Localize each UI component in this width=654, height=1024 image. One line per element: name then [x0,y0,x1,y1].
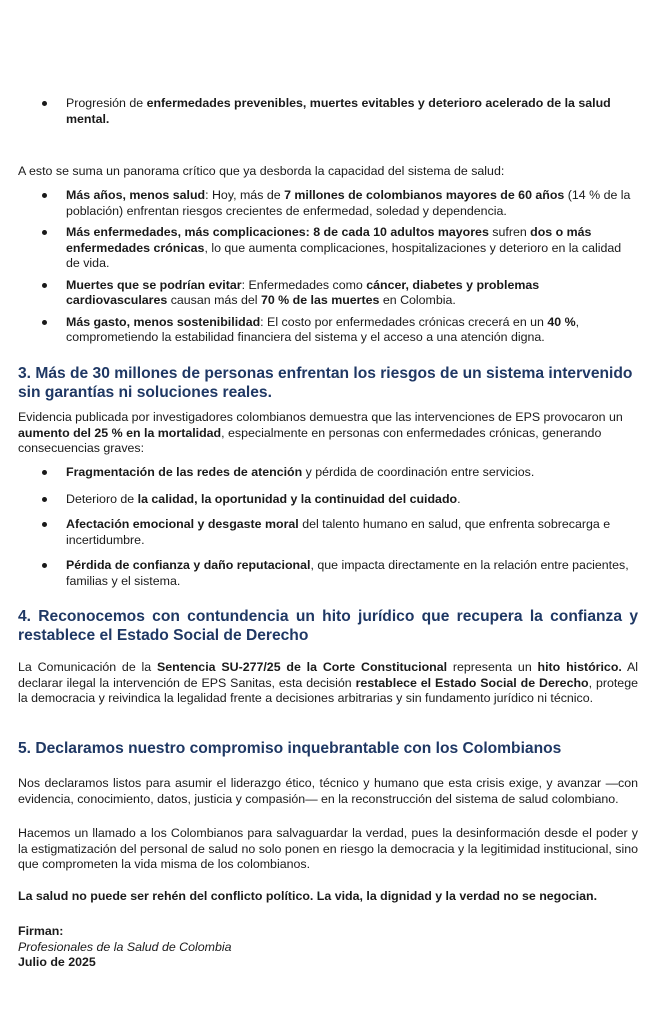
closing-statement: La salud no puede ser rehén del conflicto político. La vida, la dignidad y la verdad no se negocian. [18,889,598,903]
section-3-heading: 3. Más de 30 millones de personas enfrentan los riesgos de un sistema intervenido sin garantías ni soluciones reales. [18,365,633,401]
section-4-paragraph: La Comunicación de la Sentencia SU-277/25 de la Corte Constitucional representa un hito histórico. Al declarar ilegal la intervención de EPS Sanitas, esta decisión restablece el Estado Social de Derecho, protege la democracia y reivindica la legalidad frente a decisiones arbitrarias y sin fundamento jurídico ni técnico. [18,660,638,705]
signature-organization: Profesionales de la Salud de Colombia [18,939,232,954]
panorama-list [66,188,636,346]
list-item: Más enfermedades, más complicaciones: 8 de cada 10 adultos mayores sufren dos o más enfermedades crónicas, lo que aumenta complicaciones, hospitalizaciones y deterioro en la calidad de vida. [66,225,636,272]
section-5-paragraph-1: Nos declaramos listos para asumir el liderazgo ético, técnico y humano que esta crisis exige, y avanzar —con evidencia, conocimiento, datos, justicia y compasión— en la reconstrucción del sistema de salud colombiano. [18,776,638,806]
list-item: Más años, menos salud: Hoy, más de 7 millones de colombianos mayores de 60 años (14 % de la población) enfrentan riesgos crecientes de enfermedad, soledad y dependencia. [66,188,636,219]
list-item: Pérdida de confianza y daño reputacional, que impacta directamente en la relación entre pacientes, familias y el sistema. [66,558,636,589]
section-5-heading: 5. Declaramos nuestro compromiso inquebrantable con los Colombianos [18,740,562,757]
intro-paragraph: A esto se suma un panorama crítico que ya desborda la capacidad del sistema de salud: [18,164,505,178]
signature-date: Julio de 2025 [18,955,96,969]
list-item: Afectación emocional y desgaste moral del talento humano en salud, que enfrenta sobrecarga e incertidumbre. [66,517,636,548]
section-4-heading: 4. Reconocemos con contundencia un hito jurídico que recupera la confianza y restablece el Estado Social de Derecho [18,608,638,644]
list-item: Progresión de enfermedades prevenibles, muertes evitables y deterioro acelerado de la salud mental. [66,96,636,127]
section-5-paragraph-2: Hacemos un llamado a los Colombianos para salvaguardar la verdad, pues la desinformación desde el poder y la estigmatización del personal de salud no solo ponen en riesgo la democracia y la legitimidad institucional, sino que comprometen la vida misma de los colombianos. [18,826,638,871]
section-3-list [66,465,636,589]
list-item: Deterioro de la calidad, la oportunidad y la continuidad del cuidado. [66,492,636,508]
list-item: Fragmentación de las redes de atención y pérdida de coordinación entre servicios. [66,465,636,481]
list-item: Más gasto, menos sostenibilidad: El costo por enfermedades crónicas crecerá en un 40 %, comprometiendo la estabilidad financiera del sistema y el acceso a una atención digna. [66,315,636,346]
signature-block [18,924,638,971]
bullet-list-top [66,96,636,127]
list-item: Muertes que se podrían evitar: Enfermedades como cáncer, diabetes y problemas cardiovasculares causan más del 70 % de las muertes en Colombia. [66,278,636,309]
signature-label: Firman: [18,924,64,938]
section-3-paragraph: Evidencia publicada por investigadores colombianos demuestra que las intervenciones de EPS provocaron un aumento del 25 % en la mortalidad, especialmente en personas con enfermedades crónicas, generando consecuencias graves: [18,410,623,455]
